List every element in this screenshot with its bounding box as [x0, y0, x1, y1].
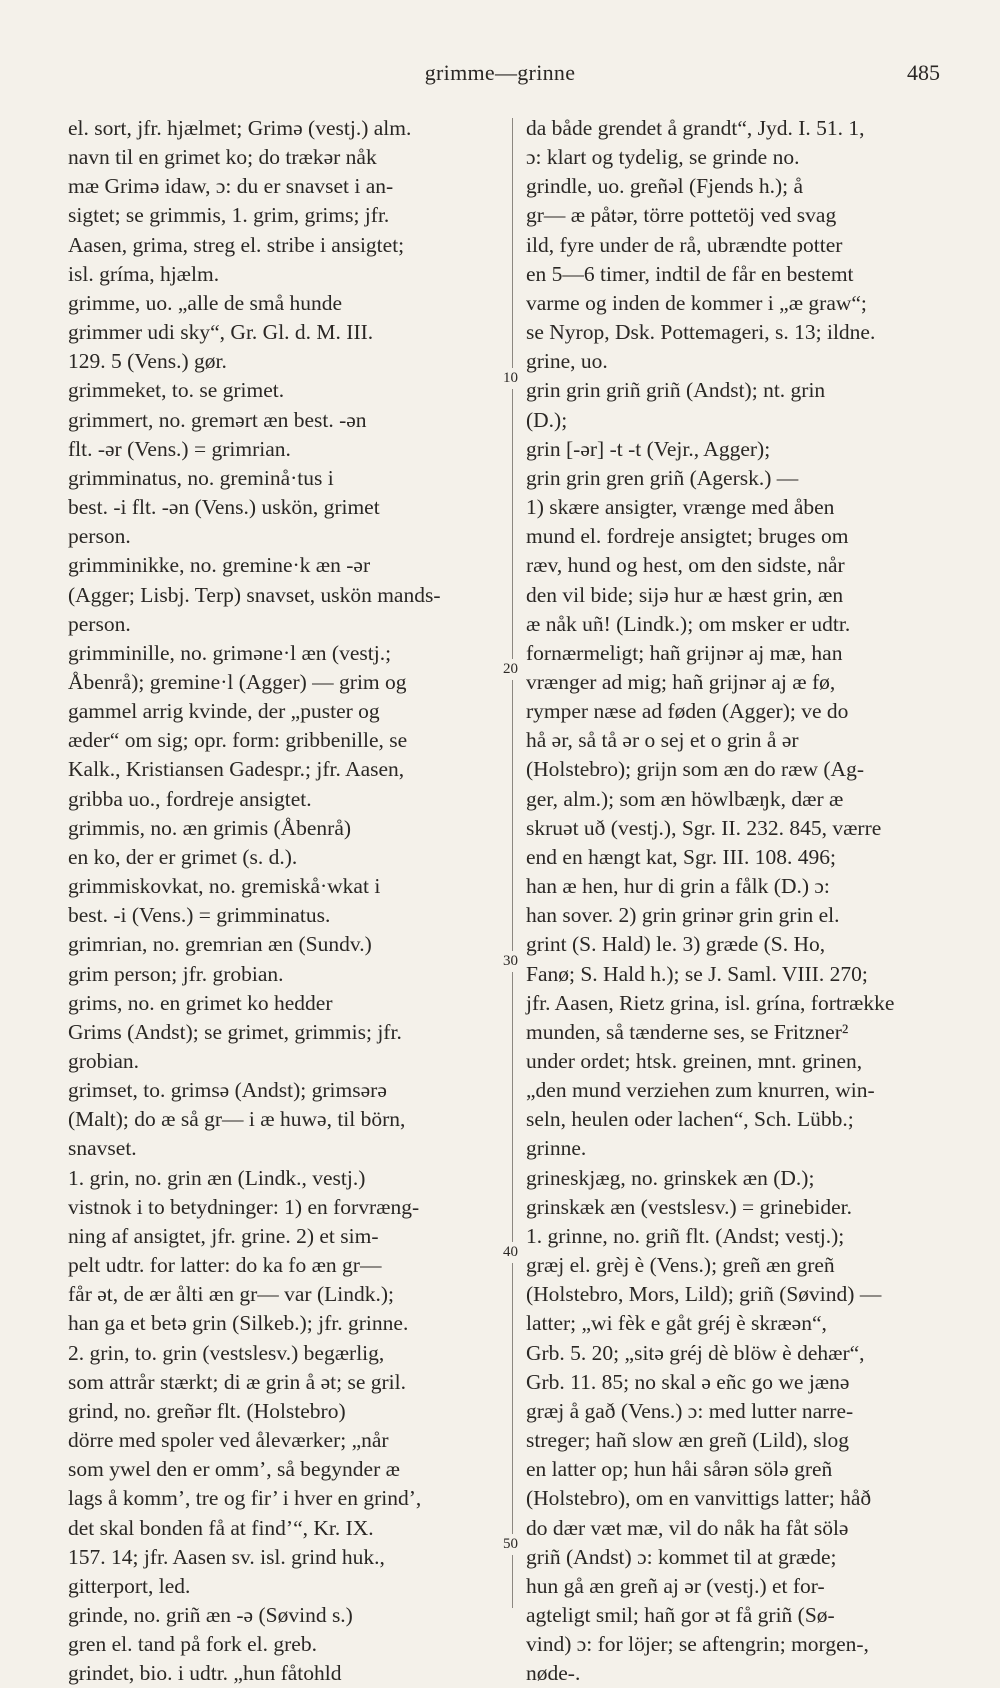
- right-column-line: æ nåk uñ! (Lindk.); om msker er udtr.: [526, 611, 851, 636]
- left-column-line: som ywel den er omm’, så begynder æ: [68, 1457, 400, 1482]
- left-column-line: som attrår stærkt; di æ grin å ət; se gril.: [68, 1369, 406, 1394]
- line-number-50: 50: [503, 1534, 518, 1555]
- left-column-line: æder“ om sig; opr. form: gribbenille, se: [68, 728, 408, 753]
- running-header: grimme—grinne: [424, 60, 576, 85]
- right-column-line: varme og inden de kommer i „æ graw“;: [526, 290, 867, 315]
- right-column-line: under ordet; htsk. greinen, mnt. grinen,: [526, 1049, 863, 1073]
- left-column-line: gammel arrig kvinde, der „puster og: [68, 699, 380, 724]
- left-column-line: grobian.: [68, 1049, 140, 1073]
- left-column-line: grindet, bio. i udtr. „hun fåtohld: [68, 1661, 342, 1686]
- right-column-line: gr— æ påtər, törre pottetöj ved svag: [526, 203, 837, 228]
- left-column-line: grimme, uo. „alle de små hunde: [68, 290, 343, 315]
- right-column-line: (D.);: [526, 407, 568, 432]
- right-column-line: fornærmeligt; hañ grijnər aj mæ, han: [526, 640, 843, 665]
- right-column-line: ɔ: klart og tydelig, se grinde no.: [526, 145, 800, 170]
- right-column-line: grineskjæg, no. grinskek æn (D.);: [526, 1165, 815, 1190]
- left-column-line: Grims (Andst); se grimet, grimmis; jfr.: [68, 1019, 402, 1044]
- left-column-line: grimmer udi sky“, Gr. Gl. d. M. III.: [68, 320, 374, 345]
- left-column-line: 129. 5 (Vens.) gør.: [68, 349, 227, 374]
- left-column-line: Kalk., Kristiansen Gadespr.; jfr. Aasen,: [68, 757, 405, 782]
- left-column-line: vistnok i to betydninger: 1) en forvræng-: [68, 1194, 420, 1219]
- right-column-line: jfr. Aasen, Rietz grina, isl. grína, fortrække: [526, 990, 895, 1015]
- right-column-line: agteligt smil; hañ gor ət få griñ (Sø-: [526, 1602, 835, 1627]
- left-column-line: får ət, de ær ålti æn gr— var (Lindk.);: [68, 1282, 394, 1307]
- left-column-line: person.: [68, 524, 131, 549]
- line-number-40: 40: [503, 1242, 518, 1263]
- right-column-line: se Nyrop, Dsk. Pottemageri, s. 13; ildne.: [526, 320, 876, 345]
- left-column-line: pelt udtr. for latter: do ka fo æn gr—: [68, 1253, 382, 1278]
- right-column-line: vind) ɔ: for löjer; se aftengrin; morgen-,: [526, 1632, 869, 1657]
- right-column-line: griñ (Andst) ɔ: kommet til at græde;: [526, 1544, 837, 1569]
- right-column-line: grin grin griñ griñ (Andst); nt. grin: [526, 378, 826, 403]
- right-column-line: vrænger ad mig; hañ grijnər aj æ fø,: [526, 669, 836, 694]
- right-column-line: græj el. grèj è (Vens.); greñ æn greñ: [526, 1253, 835, 1278]
- left-column-line: lags å komm’, tre og fir’ i hver en grind’,: [68, 1486, 422, 1511]
- left-column-line: grind, no. greñər flt. (Holstebro): [68, 1398, 346, 1423]
- right-column-line: seln, heulen oder lachen“, Sch. Lübb.;: [526, 1107, 854, 1132]
- left-column-line: person.: [68, 611, 131, 636]
- left-column-line: grimminille, no. griməne·l æn (vestj.;: [68, 640, 392, 665]
- right-column-line: grint (S. Hald) le. 3) græde (S. Ho,: [526, 932, 826, 957]
- right-column-line: Grb. 5. 20; „sitə gréj dè blöw è dehær“,: [526, 1340, 865, 1365]
- left-column-line: best. -i (Vens.) = grimminatus.: [68, 903, 331, 928]
- right-column-line: en latter op; hun håi sårən sölə greñ: [526, 1457, 833, 1482]
- right-column-line: „den mund verziehen zum knurren, win-: [526, 1078, 875, 1103]
- right-column-line: grindle, uo. greñəl (Fjends h.); å: [526, 174, 804, 199]
- left-column-line: isl. gríma, hjælm.: [68, 261, 220, 286]
- right-column-line: mund el. fordreje ansigtet; bruges om: [526, 524, 849, 549]
- right-column: [526, 114, 938, 1688]
- left-column-line: el. sort, jfr. hjælmet; Grimə (vestj.) alm.: [68, 116, 412, 140]
- left-column-line: en ko, der er grimet (s. d.).: [68, 844, 298, 869]
- right-column-line: hå ər, så tå ər o sej et o grin å ər: [526, 728, 799, 753]
- right-column-line: 1. grinne, no. griñ flt. (Andst; vestj.);: [526, 1223, 845, 1248]
- left-column-line: Aasen, grima, streg el. stribe i ansigtet;: [68, 232, 405, 257]
- left-column-line: grimmiskovkat, no. gremiskå·wkat i: [68, 874, 381, 899]
- left-column-line: snavset.: [68, 1136, 137, 1161]
- right-column-line: grin [-ər] -t -t (Vejr., Agger);: [526, 436, 771, 461]
- right-column-line: han sover. 2) grin grinər grin grin el.: [526, 903, 840, 928]
- left-column-line: ning af ansigtet, jfr. grine. 2) et sim-: [68, 1223, 379, 1248]
- left-column-line: 1. grin, no. grin æn (Lindk., vestj.): [68, 1165, 366, 1190]
- right-column-line: Grb. 11. 85; no skal ə eñc go we jænə: [526, 1369, 850, 1394]
- right-column-line: grinne.: [526, 1136, 587, 1161]
- left-column-line: flt. -ər (Vens.) = grimrian.: [68, 436, 291, 461]
- right-column-line: ild, fyre under de rå, ubrændte potter: [526, 232, 843, 257]
- right-column-line: græj å gað (Vens.) ɔ: med lutter narre-: [526, 1398, 854, 1423]
- left-column-line: grimset, to. grimsə (Andst); grimsərə: [68, 1078, 387, 1103]
- right-column-line: end en hængt kat, Sgr. III. 108. 496;: [526, 844, 836, 869]
- right-column-line: ger, alm.); som æn höwlbæŋk, dær æ: [526, 786, 844, 811]
- left-column-line: han ga et betə grin (Silkeb.); jfr. grinne.: [68, 1311, 409, 1336]
- right-column-line: hun gå æn greñ aj ər (vestj.) et for-: [526, 1573, 825, 1598]
- left-column-line: (Agger; Lisbj. Terp) snavset, uskön mands-: [68, 582, 441, 607]
- left-column-line: grim person; jfr. grobian.: [68, 961, 284, 986]
- left-column-line: 2. grin, to. grin (vestslesv.) begærlig,: [68, 1340, 385, 1365]
- left-column-line: navn til en grimet ko; do trækər nåk: [68, 145, 377, 170]
- right-column-line: grine, uo.: [526, 349, 608, 374]
- left-column-line: grimminikke, no. gremine·k æn -ər: [68, 553, 371, 578]
- right-column-line: han æ hen, hur di grin a fålk (D.) ɔ:: [526, 874, 830, 899]
- right-column-line: latter; „wi fèk e gåt gréj è skræən“,: [526, 1311, 827, 1336]
- right-column-line: Fanø; S. Hald h.); se J. Saml. VIII. 270;: [526, 961, 868, 986]
- left-column-line: mæ Grimə idaw, ɔ: du er snavset i an-: [68, 174, 394, 199]
- right-column-line: streger; hañ slow æn greñ (Lild), slog: [526, 1428, 850, 1453]
- left-column-line: gren el. tand på fork el. greb.: [68, 1632, 317, 1657]
- left-column-line: Åbenrå); gremine·l (Agger) — grim og: [68, 669, 407, 694]
- left-column-line: best. -i flt. -ən (Vens.) uskön, grimet: [68, 495, 380, 520]
- right-column-line: munden, så tænderne ses, se Fritzner²: [526, 1019, 849, 1044]
- line-number-20: 20: [503, 659, 518, 680]
- right-column-line: do dær væt mæ, vil do nåk ha fåt sölə: [526, 1515, 849, 1540]
- left-column-line: grims, no. en grimet ko hedder: [68, 990, 333, 1015]
- line-number-30: 30: [503, 951, 518, 972]
- line-number-10: 10: [503, 368, 518, 389]
- left-column-line: (Malt); do æ så gr— i æ huwə, til börn,: [68, 1107, 406, 1132]
- left-column-line: det skal bonden få at find’“, Kr. IX.: [68, 1515, 374, 1540]
- right-column-line: ræv, hund og hest, om den sidste, når: [526, 553, 845, 578]
- right-column-line: grinskæk æn (vestslesv.) = grinebider.: [526, 1194, 853, 1219]
- right-column-line: skruət uð (vestj.), Sgr. II. 232. 845, værre: [526, 815, 882, 840]
- right-column-line: grin grin gren griñ (Agersk.) —: [526, 465, 799, 490]
- column-divider: [512, 118, 513, 1608]
- left-column-line: grimminatus, no. greminå·tus i: [68, 465, 334, 490]
- right-column-line: (Holstebro); grijn som æn do ræw (Ag-: [526, 757, 864, 782]
- left-column-line: grimmeket, to. se grimet.: [68, 378, 285, 403]
- right-column-line: nøde-.: [526, 1661, 581, 1686]
- left-column-line: grimrian, no. gremrian æn (Sundv.): [68, 932, 372, 957]
- left-column-line: grimmis, no. æn grimis (Åbenrå): [68, 815, 352, 840]
- left-column-line: dörre med spoler ved åleværker; „når: [68, 1428, 389, 1453]
- page-number: 485: [907, 60, 940, 85]
- left-column-line: grinde, no. griñ æn -ə (Søvind s.): [68, 1602, 353, 1627]
- left-column-line: sigtet; se grimmis, 1. grim, grims; jfr.: [68, 203, 390, 228]
- right-column-line: rymper næse ad føden (Agger); ve do: [526, 699, 849, 724]
- right-column-line: 1) skære ansigter, vrænge med åben: [526, 495, 835, 520]
- left-column-line: gribba uo., fordreje ansigtet.: [68, 786, 312, 811]
- right-column-line: den vil bide; sijə hur æ hæst grin, æn: [526, 582, 844, 607]
- left-column-line: 157. 14; jfr. Aasen sv. isl. grind huk.,: [68, 1544, 385, 1569]
- right-column-line: en 5—6 timer, indtil de får en bestemt: [526, 261, 854, 286]
- right-column-line: (Holstebro, Mors, Lild); griñ (Søvind) —: [526, 1282, 882, 1307]
- right-column-line: da både grendet å grandt“, Jyd. I. 51. 1,: [526, 116, 865, 140]
- left-column-line: gitterport, led.: [68, 1573, 191, 1598]
- left-column-line: grimmert, no. gremərt æn best. -ən: [68, 407, 367, 432]
- left-column: [68, 114, 498, 1688]
- right-column-line: (Holstebro), om en vanvittigs latter; håð: [526, 1486, 872, 1511]
